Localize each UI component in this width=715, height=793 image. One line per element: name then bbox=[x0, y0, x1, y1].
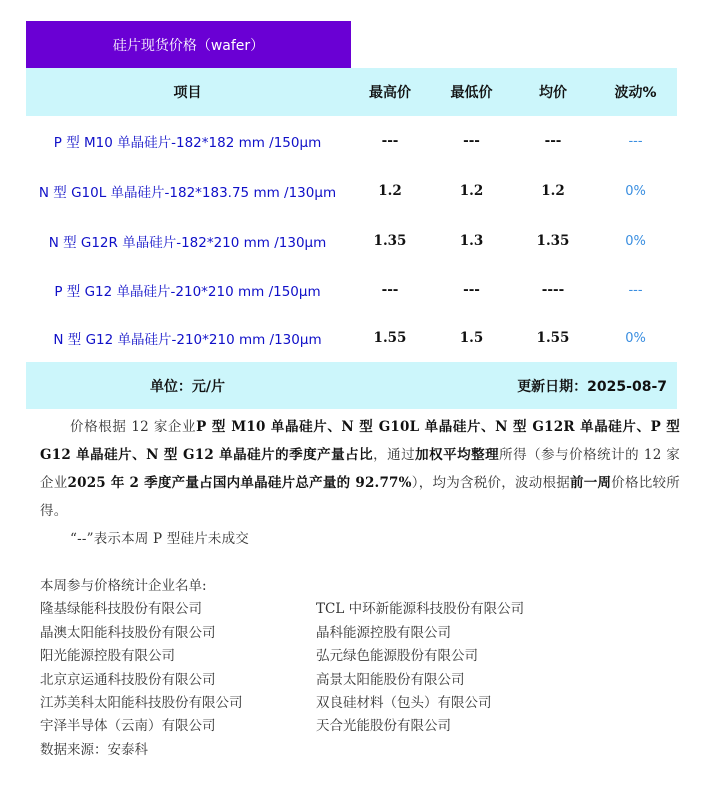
section-title: 硅片现货价格（wafer） bbox=[26, 21, 351, 68]
notes bbox=[40, 413, 680, 553]
note-text: ，通过 bbox=[373, 447, 416, 463]
row-min: 1.5 bbox=[459, 330, 484, 346]
company-name: 阳光能源控股有限公司 bbox=[40, 648, 175, 665]
row-change: 0% bbox=[625, 330, 646, 346]
row-name: P 型 M10 单晶硅片-182*182 mm /150μm bbox=[53, 135, 322, 151]
row-avg: 1.55 bbox=[536, 330, 570, 346]
table-row bbox=[26, 314, 677, 362]
row-change: --- bbox=[628, 282, 643, 298]
row-max: 1.55 bbox=[373, 330, 407, 346]
company-name: 双良硅材料（包头）有限公司 bbox=[316, 694, 492, 711]
list-item bbox=[40, 598, 525, 621]
table-row bbox=[26, 216, 677, 266]
table-header bbox=[26, 68, 677, 116]
list-item bbox=[40, 669, 465, 692]
note-text: 价格比较所得。 bbox=[40, 475, 680, 519]
unit-label: 单位：元/片 bbox=[149, 378, 226, 395]
note-bold: P 型 M10 单晶硅片、N 型 G10L 单晶硅片、N 型 G12R 单晶硅片、P 型 G12 单晶硅片、N 型 G12 单晶硅片的季度产量占比 bbox=[40, 419, 680, 463]
company-name: 宇泽半导体（云南）有限公司 bbox=[40, 718, 216, 735]
header-max: 最高价 bbox=[369, 85, 411, 101]
company-name: 晶科能源控股有限公司 bbox=[316, 624, 451, 641]
data-source: 数据来源：安泰科 bbox=[40, 741, 148, 758]
row-min: --- bbox=[463, 282, 480, 298]
header-item: 项目 bbox=[173, 85, 202, 101]
note-text: 价格根据 12 家企业 bbox=[70, 419, 197, 435]
row-name: N 型 G12 单晶硅片-210*210 mm /130μm bbox=[53, 332, 322, 348]
table-row bbox=[26, 266, 677, 314]
header-change: 波动% bbox=[614, 85, 657, 101]
note-text: ），均为含税价，波动根据 bbox=[411, 475, 571, 491]
row-avg: --- bbox=[544, 133, 562, 149]
list-item bbox=[40, 622, 451, 645]
company-name: 高景太阳能股份有限公司 bbox=[316, 671, 465, 688]
row-avg: ---- bbox=[541, 282, 565, 298]
update-date: 更新日期：2025-08-7 bbox=[517, 378, 667, 395]
table-footer bbox=[26, 362, 677, 409]
company-name: TCL 中环新能源科技股份有限公司 bbox=[316, 601, 525, 618]
note-bold: 加权平均整理 bbox=[415, 447, 500, 463]
row-avg: 1.35 bbox=[536, 233, 570, 249]
row-avg: 1.2 bbox=[541, 183, 565, 199]
price-table bbox=[26, 68, 677, 362]
row-change: 0% bbox=[625, 183, 646, 199]
row-min: 1.3 bbox=[459, 233, 484, 249]
row-max: 1.2 bbox=[378, 183, 402, 199]
note-bold: 2025 年 2 季度产量占国内单晶硅片总产量的 92.77% bbox=[67, 475, 412, 491]
company-name: 隆基绿能科技股份有限公司 bbox=[40, 601, 202, 618]
header-min: 最低价 bbox=[450, 85, 493, 101]
list-item bbox=[40, 645, 478, 668]
list-item bbox=[40, 715, 451, 738]
row-max: --- bbox=[381, 133, 399, 149]
company-name: 北京京运通科技股份有限公司 bbox=[40, 671, 216, 688]
company-name: 晶澳太阳能科技股份有限公司 bbox=[40, 624, 216, 641]
company-heading: 本周参与价格统计企业名单: bbox=[40, 578, 207, 594]
note-paragraph bbox=[40, 413, 680, 525]
header-avg: 均价 bbox=[539, 85, 567, 101]
note-dash: “--”表示本周 P 型硅片未成交 bbox=[70, 531, 249, 547]
row-name: N 型 G10L 单晶硅片-182*183.75 mm /130μm bbox=[38, 185, 337, 201]
company-name: 江苏美科太阳能科技股份有限公司 bbox=[40, 694, 243, 711]
row-max: 1.35 bbox=[373, 233, 407, 249]
table-row bbox=[26, 166, 677, 216]
company-list bbox=[40, 575, 525, 762]
row-change: 0% bbox=[625, 233, 646, 249]
table-row bbox=[26, 116, 677, 166]
row-name: N 型 G12R 单晶硅片-182*210 mm /130μm bbox=[48, 235, 327, 251]
row-name: P 型 G12 单晶硅片-210*210 mm /150μm bbox=[54, 284, 321, 300]
note-bold: 前一周 bbox=[570, 475, 612, 491]
company-name: 天合光能股份有限公司 bbox=[316, 718, 451, 735]
list-item bbox=[40, 692, 492, 715]
row-max: --- bbox=[381, 282, 399, 298]
row-min: --- bbox=[463, 133, 480, 149]
row-min: 1.2 bbox=[459, 183, 484, 199]
row-change: --- bbox=[628, 133, 643, 149]
note-text: 所得（参与价格统计的 12 家企业 bbox=[40, 447, 681, 491]
company-name: 弘元绿色能源股份有限公司 bbox=[316, 648, 478, 665]
